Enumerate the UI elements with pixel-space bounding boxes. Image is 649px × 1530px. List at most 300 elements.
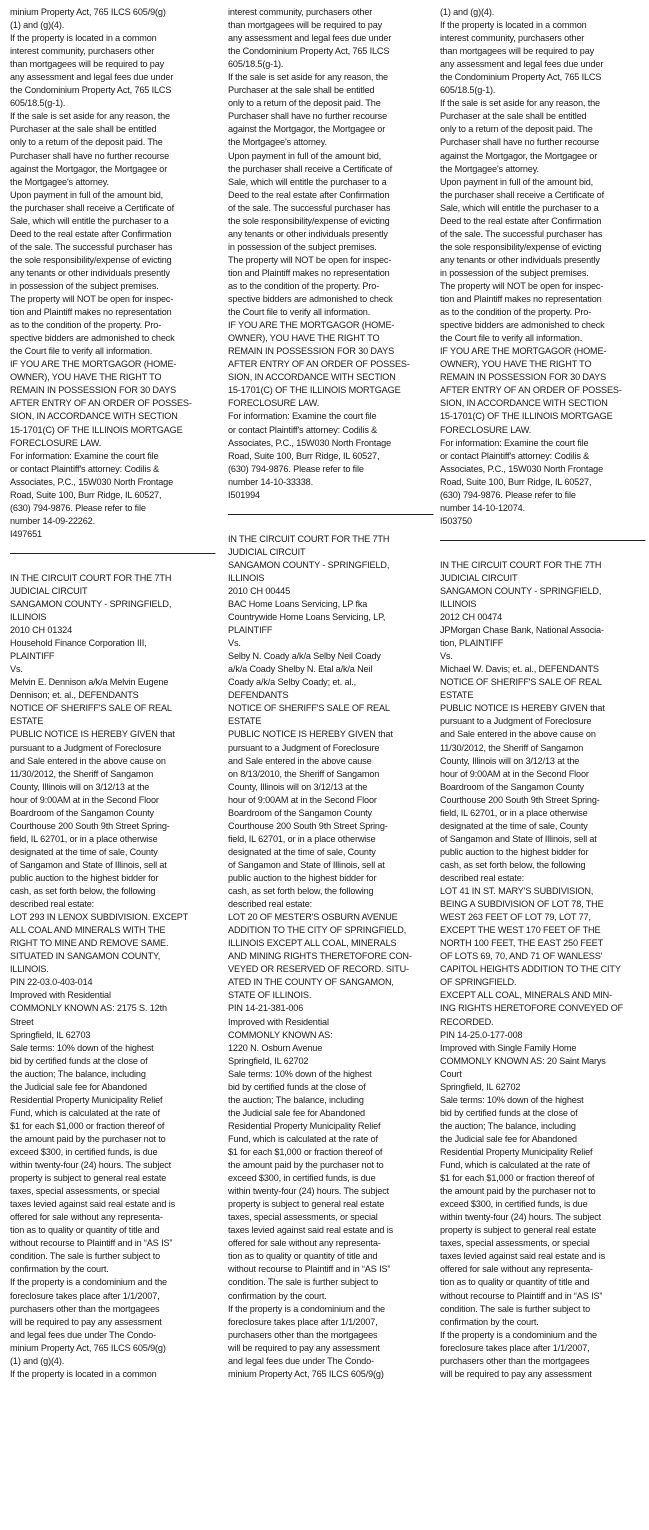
- notice-line: If the sale is set aside for any reason, the: [10, 111, 170, 123]
- notice-line: For information: Examine the court file: [228, 411, 377, 423]
- notice-line: in possession of the subject premises.: [228, 241, 377, 253]
- notice-line: COMMONLY KNOWN AS:: [228, 1029, 333, 1041]
- notice-line: described real estate:: [10, 899, 95, 911]
- notice-block: [440, 559, 636, 1381]
- notice-line: If the sale is set aside for any reason, the: [440, 98, 600, 110]
- notice-line: (630) 794-9876. Please refer to file: [440, 489, 576, 501]
- notice-line: will be required to pay any assessment: [228, 1342, 380, 1354]
- notice-line: the Judicial sale fee for Abandoned: [228, 1107, 365, 1119]
- notice-line: If the property is located in a common: [10, 1368, 157, 1380]
- notice-line: and Sale entered in the above cause on: [10, 755, 166, 767]
- notice-line: without recourse to Plaintiff and in “AS IS”: [440, 1290, 603, 1302]
- notice-line: 15-1701(C) OF THE ILLINOIS MORTGAGE: [10, 424, 183, 436]
- notice-line: (630) 794-9876. Please refer to file: [228, 463, 364, 475]
- notice-line: the sole responsibility/expense of evicting: [440, 241, 602, 253]
- notice-line: BEING A SUBDIVISION OF LOT 78, THE: [440, 899, 604, 911]
- notice-line: any tenants or other individuals presently: [228, 228, 388, 240]
- notice-line: ILLINOIS EXCEPT ALL COAL, MINERALS: [228, 938, 397, 950]
- notice-line: exceed $300, in certified funds, is due: [10, 1146, 158, 1158]
- notice-divider: [228, 514, 433, 515]
- notice-line: 605/18.5(g-1).: [440, 85, 496, 97]
- notice-line: 2010 CH 00445: [228, 585, 291, 597]
- notice-line: Springfield, IL 62703: [10, 1029, 91, 1041]
- notice-line: Associates, P.C., 15W030 North Frontage: [228, 437, 392, 449]
- notice-line: Sale terms: 10% down of the highest: [228, 1068, 372, 1080]
- column-2: [228, 6, 424, 1381]
- notice-line: taxes, special assessments, or special: [10, 1186, 160, 1198]
- notice-line: the Court file to verify all information.: [440, 333, 583, 345]
- notice-line: Sale, which will entitle the purchaser to a: [440, 202, 599, 214]
- notice-line: 1220 N. Osburn Avenue: [228, 1042, 323, 1054]
- notice-line: tion and Plaintiff makes no representation: [10, 307, 172, 319]
- notice-line: PUBLIC NOTICE IS HEREBY GIVEN that: [228, 729, 393, 741]
- notice-line: as to the condition of the property. Pro-: [10, 320, 162, 332]
- notice-line: the Mortgagee's attorney.: [440, 163, 539, 175]
- notice-line: exceed $300, in certified funds, is due: [440, 1199, 588, 1211]
- notice-line: minium Property Act, 765 ILCS 605/9(g): [10, 1342, 166, 1354]
- notice-divider: [10, 553, 215, 554]
- notice-line: OF LOTS 69, 70, AND 71 OF WANLESS': [440, 951, 603, 963]
- notice-line: Upon payment in full of the amount bid,: [228, 150, 382, 162]
- notice-line: against the Mortgagor, the Mortgagee or: [10, 163, 168, 175]
- notice-line: Road, Suite 100, Burr Ridge, IL 60527,: [10, 489, 162, 501]
- notice-line: IF YOU ARE THE MORTGAGOR (HOME-: [228, 320, 395, 332]
- notice-block: [228, 6, 424, 502]
- notice-line: than mortgagees will be required to pay: [440, 46, 595, 58]
- notice-line: Court: [440, 1068, 462, 1080]
- notice-line: 605/18.5(g-1).: [10, 98, 66, 110]
- notice-line: Purchaser shall have no further recourse: [440, 137, 599, 149]
- notice-line: only to a return of the deposit paid. The: [228, 98, 381, 110]
- notice-line: Residential Property Municipality Relief: [10, 1094, 163, 1106]
- notice-line: Vs.: [228, 638, 241, 650]
- notice-line: cash, as set forth below, the following: [228, 886, 374, 898]
- notice-line: LOT 20 OF MESTER'S OSBURN AVENUE: [228, 912, 398, 924]
- notice-line: SANGAMON COUNTY - SPRINGFIELD,: [228, 559, 390, 571]
- notice-line: ILLINOIS.: [10, 964, 49, 976]
- notice-line: condition. The sale is further subject to: [440, 1303, 591, 1315]
- notice-line: the purchaser shall receive a Certificate of: [228, 163, 392, 175]
- notice-line: County, Illinois will on 3/12/13 at the: [10, 781, 150, 793]
- notice-line: pursuant to a Judgment of Foreclosure: [440, 716, 592, 728]
- notice-line: designated at the time of sale, County: [228, 846, 376, 858]
- notice-line: 15-1701(C) OF THE ILLINOIS MORTGAGE: [440, 411, 613, 423]
- notice-line: only to a return of the deposit paid. The: [440, 124, 593, 136]
- notice-line: within twenty-four (24) hours. The subject: [10, 1160, 172, 1172]
- notice-line: Fund, which is calculated at the rate of: [10, 1107, 160, 1119]
- notice-line: and legal fees due under The Condo-: [228, 1355, 374, 1367]
- notice-line: County, Illinois will on 3/12/13 at the: [440, 755, 580, 767]
- notice-line: or contact Plaintiff's attorney: Codilis &: [10, 463, 160, 475]
- notice-line: field, IL 62701, or in a place otherwise: [228, 833, 376, 845]
- notice-line: and Sale entered in the above cause: [228, 755, 372, 767]
- notice-line: 2010 CH 01324: [10, 625, 73, 637]
- notice-line: Sale terms: 10% down of the highest: [10, 1042, 154, 1054]
- notice-line: hour of 9:00AM at in the Second Floor: [440, 768, 589, 780]
- notice-line: PLAINTIFF: [228, 625, 273, 637]
- notice-line: If the sale is set aside for any reason, the: [228, 72, 388, 84]
- notice-line: (630) 794-9876. Please refer to file: [10, 502, 146, 514]
- notice-line: taxes, special assessments, or special: [228, 1212, 378, 1224]
- notice-line: 2012 CH 00474: [440, 612, 503, 624]
- notice-line: number 14-09-22262.: [10, 515, 95, 527]
- notice-line: LOT 293 IN LENOX SUBDIVISION. EXCEPT: [10, 912, 189, 924]
- notice-block: [10, 6, 206, 541]
- notice-line: FORECLOSURE LAW.: [10, 437, 102, 449]
- notice-line: $1 for each $1,000 or fraction thereof of: [440, 1173, 595, 1185]
- notice-line: JUDICIAL CIRCUIT: [10, 585, 88, 597]
- notice-line: ALL COAL AND MINERALS WITH THE: [10, 925, 166, 937]
- notice-line: interest community, purchasers other: [10, 46, 155, 58]
- notice-line: condition. The sale is further subject to: [228, 1277, 379, 1289]
- notice-line: the Mortgagee's attorney.: [10, 176, 109, 188]
- notice-line: property is subject to general real estate: [440, 1225, 597, 1237]
- notice-line: Sale, which will entitle the purchaser to a: [228, 176, 387, 188]
- notice-line: OWNER), YOU HAVE THE RIGHT TO: [10, 372, 162, 384]
- notice-line: Springfield, IL 62702: [228, 1055, 309, 1067]
- notice-line: public auction to the highest bidder for: [228, 873, 377, 884]
- notice-line: public auction to the highest bidder for: [10, 873, 159, 884]
- notice-line: the sole responsibility/expense of evicting: [228, 215, 390, 227]
- notice-line: tion and Plaintiff makes no representation: [228, 267, 390, 279]
- notice-line: Fund, which is calculated at the rate of: [228, 1133, 378, 1145]
- notice-line: IN THE CIRCUIT COURT FOR THE 7TH: [228, 533, 390, 545]
- notice-line: the amount paid by the purchaser not to: [440, 1186, 596, 1198]
- notice-line: Deed to the real estate after Confirmation: [440, 215, 602, 227]
- notice-line: minium Property Act, 765 ILCS 605/9(g): [228, 1368, 384, 1380]
- notice-line: PIN 22-03.0-403-014: [10, 977, 93, 989]
- notice-line: NOTICE OF SHERIFF'S SALE OF REAL: [10, 703, 172, 715]
- notice-line: ING RIGHTS HERETOFORE CONVEYED OF: [440, 1003, 624, 1015]
- notice-line: The property will NOT be open for inspec-: [10, 294, 174, 306]
- notice-line: DEFENDANTS: [228, 690, 289, 702]
- notice-block: [228, 533, 424, 1381]
- notice-line: Springfield, IL 62702: [440, 1081, 521, 1093]
- notice-line: The property will NOT be open for inspec-: [440, 280, 604, 292]
- notice-line: BAC Home Loans Servicing, LP fka: [228, 599, 368, 611]
- notice-line: ILLINOIS: [10, 612, 47, 624]
- notice-line: Purchaser at the sale shall be entitled: [440, 111, 587, 123]
- notice-divider: [440, 540, 645, 541]
- notice-line: any tenants or other individuals presently: [10, 267, 170, 279]
- notice-line: in possession of the subject premises.: [10, 280, 159, 292]
- notice-line: IF YOU ARE THE MORTGAGOR (HOME-: [440, 346, 607, 358]
- notice-line: RECORDED.: [440, 1016, 494, 1028]
- notice-line: FORECLOSURE LAW.: [228, 398, 320, 410]
- notice-line: The property will NOT be open for inspec-: [228, 254, 392, 266]
- notice-line: IF YOU ARE THE MORTGAGOR (HOME-: [10, 359, 177, 371]
- notice-line: SANGAMON COUNTY - SPRINGFIELD,: [440, 585, 602, 597]
- notice-line: ADDITION TO THE CITY OF SPRINGFIELD,: [228, 925, 407, 937]
- notice-line: taxes, special assessments, or special: [440, 1238, 590, 1250]
- notice-line: of the sale. The successful purchaser has: [10, 241, 173, 253]
- notice-line: of the sale. The successful purchaser has: [440, 228, 603, 240]
- notice-line: foreclosure takes place after 1/1/2007,: [228, 1316, 378, 1328]
- notice-line: or contact Plaintiff's attorney: Codilis &: [440, 450, 590, 462]
- notice-line: purchasers other than the mortgagees: [10, 1303, 160, 1315]
- notice-line: For information: Examine the court file: [10, 450, 159, 462]
- notice-line: tion and Plaintiff makes no representation: [440, 294, 602, 306]
- notice-line: spective bidders are admonished to check: [440, 320, 605, 332]
- notice-line: PIN 14-21-381-006: [228, 1003, 304, 1015]
- notice-line: within twenty-four (24) hours. The subject: [440, 1212, 602, 1224]
- notice-line: field, IL 62701, or in a place otherwise: [440, 807, 588, 819]
- notice-line: offered for sale without any representa-: [10, 1212, 163, 1224]
- notice-line: Improved with Single Family Home: [440, 1042, 577, 1054]
- notice-line: OWNER), YOU HAVE THE RIGHT TO: [228, 333, 380, 345]
- notice-line: $1 for each $1,000 or fraction thereof of: [10, 1120, 165, 1132]
- notice-line: and legal fees due under The Condo-: [10, 1329, 156, 1341]
- notice-line: County, Illinois will on 3/12/13 at the: [228, 781, 368, 793]
- notice-line: Michael W. Davis; et. al., DEFENDANTS: [440, 664, 599, 676]
- notice-line: If the property is located in a common: [440, 20, 587, 32]
- notice-line: pursuant to a Judgment of Foreclosure: [228, 742, 380, 754]
- notice-line: described real estate:: [440, 873, 525, 884]
- notice-line: Selby N. Coady a/k/a Selby Neil Coady: [228, 651, 381, 663]
- notice-line: (1) and (g)(4).: [10, 20, 65, 32]
- notice-line: without recourse to Plaintiff and in “AS IS”: [10, 1238, 173, 1250]
- notice-line: hour of 9:00AM at in the Second Floor: [228, 794, 377, 806]
- notice-line: Courthouse 200 South 9th Street Spring-: [440, 794, 600, 806]
- notice-line: public auction to the highest bidder for: [440, 846, 589, 858]
- notice-line: offered for sale without any representa-: [228, 1238, 381, 1250]
- notice-line: Boardroom of the Sangamon County: [10, 807, 154, 819]
- notice-line: Residential Property Municipality Relief: [228, 1120, 381, 1132]
- notice-line: the auction; The balance, including: [440, 1120, 576, 1132]
- notice-line: PIN 14-25.0-177-008: [440, 1029, 523, 1041]
- notice-line: the Judicial sale fee for Abandoned: [10, 1081, 147, 1093]
- notice-line: Improved with Residential: [228, 1016, 329, 1028]
- notice-line: the Condominium Property Act, 765 ILCS: [10, 85, 172, 97]
- notice-line: Boardroom of the Sangamon County: [440, 781, 584, 793]
- notice-line: without recourse to Plaintiff and in “AS IS”: [228, 1264, 391, 1276]
- notice-line: LOT 41 IN ST. MARY'S SUBDIVISION,: [440, 886, 594, 898]
- notice-line: spective bidders are admonished to check: [10, 333, 175, 345]
- notice-line: FORECLOSURE LAW.: [440, 424, 532, 436]
- notice-line: on 8/13/2010, the Sheriff of Sangamon: [228, 768, 380, 780]
- notice-line: If the property is a condominium and the: [440, 1329, 597, 1341]
- notice-line: and Sale entered in the above cause on: [440, 729, 596, 741]
- notice-line: Dennison; et. al., DEFENDANTS: [10, 690, 139, 702]
- notice-line: a/k/a Coady Shelby N. Etal a/k/a Neil: [228, 664, 373, 676]
- notice-line: any assessment and legal fees due under: [228, 33, 392, 45]
- notice-line: 11/30/2012, the Sheriff of Sangamon: [440, 742, 584, 754]
- notice-line: JUDICIAL CIRCUIT: [440, 572, 518, 584]
- notice-line: I501994: [228, 489, 260, 501]
- notice-line: NOTICE OF SHERIFF'S SALE OF REAL: [228, 703, 390, 715]
- notice-line: tion as to quality or quantity of title and: [440, 1277, 590, 1289]
- notice-line: property is subject to general real estate: [228, 1199, 385, 1211]
- notice-line: against the Mortgagor, the Mortgagee or: [440, 150, 598, 162]
- notice-block: [10, 572, 206, 1381]
- notice-line: of the sale. The successful purchaser has: [228, 202, 391, 214]
- notice-line: cash, as set forth below, the following: [440, 859, 586, 871]
- notice-line: IN THE CIRCUIT COURT FOR THE 7TH: [440, 559, 602, 571]
- notice-line: Sale terms: 10% down of the highest: [440, 1094, 584, 1106]
- notice-line: COMMONLY KNOWN AS: 2175 S. 12th: [10, 1003, 167, 1015]
- notice-line: confirmation by the court.: [228, 1290, 327, 1302]
- notice-line: bid by certified funds at the close of: [10, 1055, 148, 1067]
- notice-line: offered for sale without any representa-: [440, 1264, 593, 1276]
- notice-line: CAPITOL HEIGHTS ADDITION TO THE CITY: [440, 964, 621, 976]
- notice-line: field, IL 62701, or in a place otherwise: [10, 833, 158, 845]
- notice-line: OWNER), YOU HAVE THE RIGHT TO: [440, 359, 592, 371]
- notice-line: 15-1701(C) OF THE ILLINOIS MORTGAGE: [228, 385, 401, 397]
- notice-line: SITUATED IN SANGAMON COUNTY,: [10, 951, 161, 963]
- notice-line: Residential Property Municipality Relief: [440, 1146, 593, 1158]
- notice-line: WEST 263 FEET OF LOT 79, LOT 77,: [440, 912, 591, 924]
- notice-line: Courthouse 200 South 9th Street Spring-: [228, 820, 388, 832]
- notice-line: ESTATE: [440, 690, 474, 702]
- notice-line: than mortgagees will be required to pay: [228, 20, 383, 32]
- notice-line: as to the condition of the property. Pro-: [440, 307, 592, 319]
- notice-line: or contact Plaintiff's attorney: Codilis &: [228, 424, 378, 436]
- notice-line: ILLINOIS: [440, 599, 477, 611]
- notice-line: I503750: [440, 515, 472, 527]
- notice-line: Upon payment in full of the amount bid,: [10, 189, 164, 201]
- notice-line: JUDICIAL CIRCUIT: [228, 546, 306, 558]
- notice-line: Boardroom of the Sangamon County: [228, 807, 372, 819]
- notice-line: the Condominium Property Act, 765 ILCS: [440, 72, 602, 84]
- notice-line: described real estate:: [228, 899, 313, 911]
- notice-line: of Sangamon and State of Illinois, sell at: [440, 833, 597, 845]
- notice-line: confirmation by the court.: [440, 1316, 539, 1328]
- notice-line: taxes levied against said real estate and is: [440, 1251, 606, 1263]
- notice-line: RIGHT TO MINE AND REMOVE SAME.: [10, 938, 169, 950]
- notice-line: only to a return of the deposit paid. The: [10, 137, 163, 149]
- notice-line: within twenty-four (24) hours. The subject: [228, 1186, 390, 1198]
- notice-line: If the property is a condominium and the: [10, 1277, 167, 1289]
- notice-line: Upon payment in full of the amount bid,: [440, 176, 594, 188]
- notice-line: the purchaser shall receive a Certificate of: [10, 202, 174, 214]
- notice-line: Deed to the real estate after Confirmation: [228, 189, 390, 201]
- notice-line: hour of 9:00AM at in the Second Floor: [10, 794, 159, 806]
- notice-line: Purchaser at the sale shall be entitled: [228, 85, 375, 97]
- notice-line: than mortgagees will be required to pay: [10, 59, 165, 71]
- notice-line: Courthouse 200 South 9th Street Spring-: [10, 820, 170, 832]
- notice-line: spective bidders are admonished to check: [228, 294, 393, 306]
- notice-line: REMAIN IN POSSESSION FOR 30 DAYS: [10, 385, 177, 397]
- notice-line: Road, Suite 100, Burr Ridge, IL 60527,: [228, 450, 380, 462]
- notice-line: against the Mortgagor, the Mortgagee or: [228, 124, 386, 136]
- notice-line: the auction; The balance, including: [228, 1094, 364, 1106]
- column-1: [10, 6, 206, 1381]
- notice-line: NOTICE OF SHERIFF'S SALE OF REAL: [440, 677, 602, 689]
- notice-line: bid by certified funds at the close of: [440, 1107, 578, 1119]
- notice-line: PLAINTIFF: [10, 651, 55, 663]
- notice-line: PUBLIC NOTICE IS HEREBY GIVEN that: [440, 703, 605, 715]
- notice-line: $1 for each $1,000 or fraction thereof of: [228, 1146, 383, 1158]
- notice-line: JPMorgan Chase Bank, National Associa-: [440, 625, 604, 637]
- notice-line: the Court file to verify all information.: [228, 307, 371, 319]
- notice-line: the amount paid by the purchaser not to: [228, 1160, 384, 1172]
- notice-line: taxes levied against said real estate and is: [228, 1225, 394, 1237]
- notice-line: AFTER ENTRY OF AN ORDER OF POSSES-: [440, 385, 622, 397]
- notice-line: (1) and (g)(4).: [440, 7, 495, 18]
- notice-line: OF SPRINGFIELD.: [440, 977, 517, 989]
- notice-line: SION, IN ACCORDANCE WITH SECTION: [10, 411, 178, 423]
- notice-line: exceed $300, in certified funds, is due: [228, 1173, 376, 1185]
- notice-line: tion as to quality or quantity of title and: [10, 1225, 160, 1237]
- notice-line: tion as to quality or quantity of title and: [228, 1251, 378, 1263]
- notice-line: Household Finance Corporation III,: [10, 638, 147, 650]
- notice-line: the purchaser shall receive a Certificate of: [440, 189, 604, 201]
- notice-line: number 14-10-12074.: [440, 502, 525, 514]
- notice-line: NORTH 100 FEET, THE EAST 250 FEET: [440, 938, 604, 950]
- notice-line: EXCEPT ALL COAL, MINERALS AND MIN-: [440, 990, 612, 1002]
- notice-line: foreclosure takes place after 1/1/2007,: [440, 1342, 590, 1354]
- notice-line: the Judicial sale fee for Abandoned: [440, 1133, 577, 1145]
- notice-line: 605/18.5(g-1).: [228, 59, 284, 71]
- notice-line: SION, IN ACCORDANCE WITH SECTION: [440, 398, 608, 410]
- notice-line: the auction; The balance, including: [10, 1068, 146, 1080]
- notice-line: as to the condition of the property. Pro-: [228, 280, 380, 292]
- notice-line: foreclosure takes place after 1/1/2007,: [10, 1290, 160, 1302]
- notice-line: interest community, purchasers other: [228, 7, 373, 18]
- notice-line: SION, IN ACCORDANCE WITH SECTION: [228, 372, 396, 384]
- notice-line: Fund, which is calculated at the rate of: [440, 1160, 590, 1172]
- notice-line: designated at the time of sale, County: [10, 846, 158, 858]
- notice-line: interest community, purchasers other: [440, 33, 585, 45]
- notice-line: tion, PLAINTIFF: [440, 638, 504, 650]
- notice-line: any assessment and legal fees due under: [10, 72, 174, 84]
- notice-line: designated at the time of sale, County: [440, 820, 588, 832]
- notice-line: Melvin E. Dennison a/k/a Melvin Eugene: [10, 677, 169, 689]
- notice-line: of Sangamon and State of Illinois, sell at: [10, 859, 167, 871]
- notice-line: SANGAMON COUNTY - SPRINGFIELD,: [10, 599, 172, 611]
- notice-line: AFTER ENTRY OF AN ORDER OF POSSES-: [228, 359, 410, 371]
- notice-line: Coady a/k/a Selby Coady; et. al.,: [228, 677, 357, 689]
- notice-line: number 14-10-33338.: [228, 476, 313, 488]
- notice-line: PUBLIC NOTICE IS HEREBY GIVEN that: [10, 729, 175, 741]
- notice-line: IN THE CIRCUIT COURT FOR THE 7TH: [10, 572, 172, 584]
- notice-line: Purchaser at the sale shall be entitled: [10, 124, 157, 136]
- notice-line: condition. The sale is further subject to: [10, 1251, 161, 1263]
- notice-line: Vs.: [440, 651, 453, 663]
- notice-line: will be required to pay any assessment: [10, 1316, 162, 1328]
- notice-line: cash, as set forth below, the following: [10, 886, 156, 898]
- notice-line: any assessment and legal fees due under: [440, 59, 604, 71]
- notice-line: Purchaser shall have no further recourse: [10, 150, 169, 162]
- notice-line: Improved with Residential: [10, 990, 111, 1002]
- notice-line: bid by certified funds at the close of: [228, 1081, 366, 1093]
- notice-line: AFTER ENTRY OF AN ORDER OF POSSES-: [10, 398, 192, 410]
- notice-line: If the property is a condominium and the: [228, 1303, 385, 1315]
- notice-line: If the property is located in a common: [10, 33, 157, 45]
- column-3: [440, 6, 636, 1381]
- notice-line: Street: [10, 1016, 34, 1028]
- notice-line: the sole responsibility/expense of evicting: [10, 254, 172, 266]
- notice-line: EXCEPT THE WEST 170 FEET OF THE: [440, 925, 601, 937]
- notice-line: purchasers other than the mortgagees: [440, 1355, 590, 1367]
- notice-line: confirmation by the court.: [10, 1264, 109, 1276]
- notice-line: taxes levied against said real estate and is: [10, 1199, 176, 1211]
- notice-line: ILLINOIS: [228, 572, 265, 584]
- notice-line: purchasers other than the mortgagees: [228, 1329, 378, 1341]
- notice-line: ESTATE: [10, 716, 44, 728]
- notice-line: ESTATE: [228, 716, 262, 728]
- notice-line: Vs.: [10, 664, 23, 676]
- notice-line: STATE OF ILLINOIS.: [228, 990, 312, 1002]
- notice-line: minium Property Act, 765 ILCS 605/9(g): [10, 7, 166, 18]
- notice-line: pursuant to a Judgment of Foreclosure: [10, 742, 162, 754]
- notice-line: the Condominium Property Act, 765 ILCS: [228, 46, 390, 58]
- notice-block: [440, 6, 636, 528]
- notice-line: COMMONLY KNOWN AS: 20 Saint Marys: [440, 1055, 606, 1067]
- notice-line: ATED IN THE COUNTY OF SANGAMON,: [228, 977, 394, 989]
- notice-line: Road, Suite 100, Burr Ridge, IL 60527,: [440, 476, 592, 488]
- notice-line: the Mortgagee's attorney.: [228, 137, 327, 149]
